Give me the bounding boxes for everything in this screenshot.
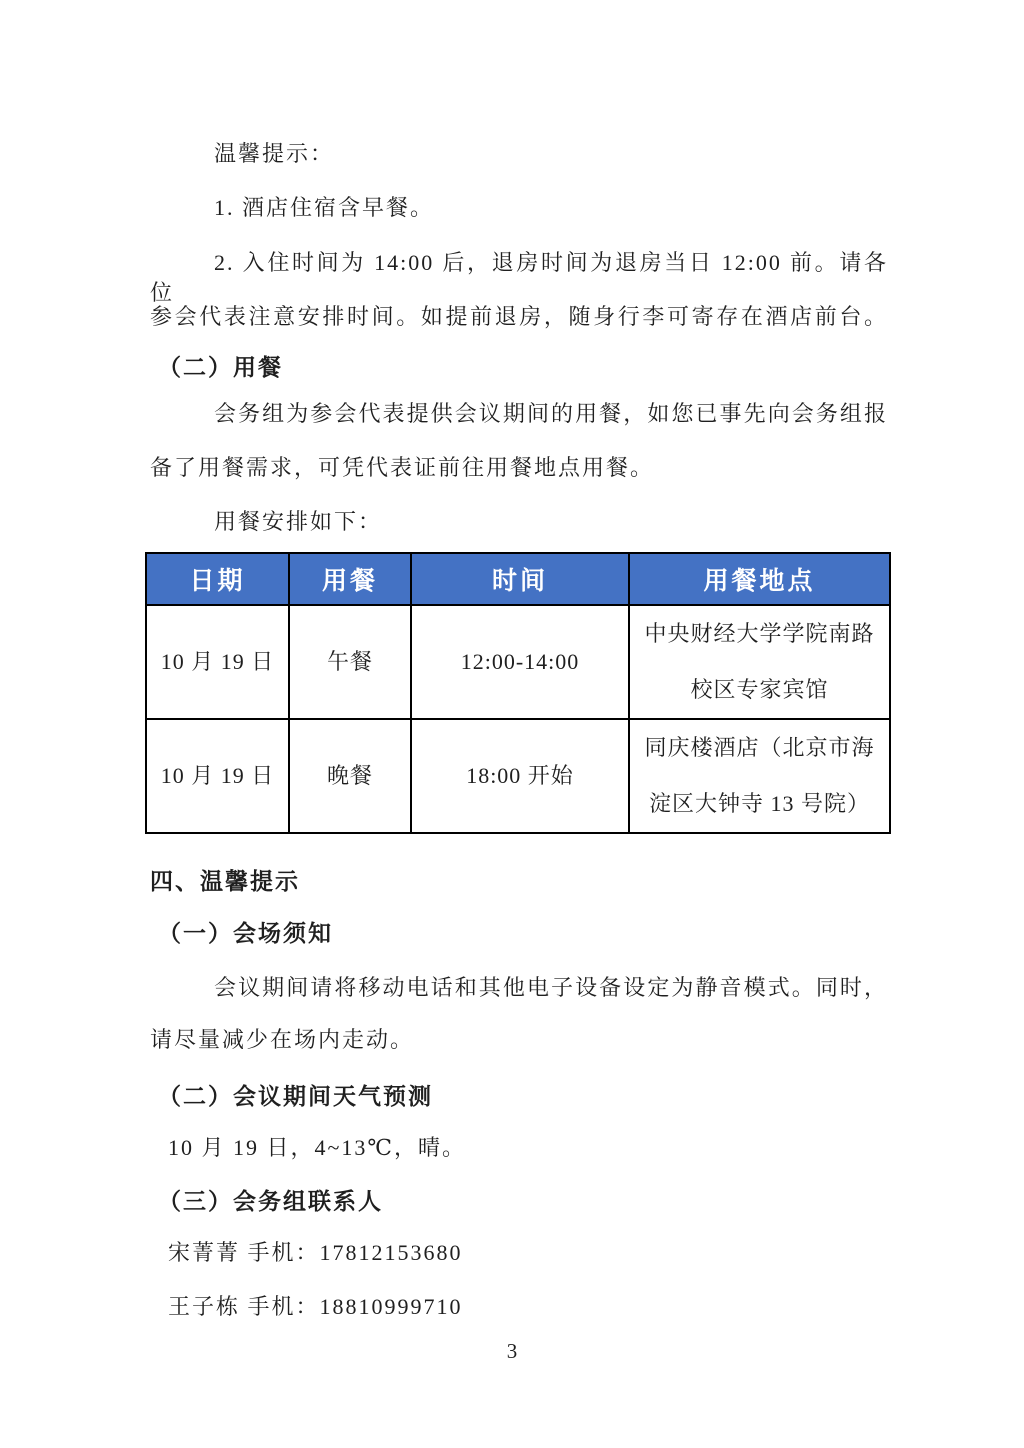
column-header-meal: 用餐	[289, 553, 411, 605]
hotel-tips-title: 温馨提示：	[214, 141, 335, 166]
cell-date: 10 月 19 日	[146, 605, 289, 719]
cell-time: 12:00-14:00	[411, 605, 629, 719]
contact-person-1: 宋菁菁 手机：17812153680	[168, 1240, 463, 1265]
column-header-location: 用餐地点	[629, 553, 890, 605]
column-header-date: 日期	[146, 553, 289, 605]
table-row-lunch	[146, 605, 890, 719]
cell-location: 同庆楼酒店（北京市海淀区大钟寺 13 号院）	[629, 719, 890, 833]
weather-forecast-text: 10 月 19 日，4~13℃，晴。	[168, 1135, 467, 1160]
venue-notes-line-1: 会议期间请将移动电话和其他电子设备设定为静音模式。同时，	[214, 975, 888, 1000]
dining-paragraph-line-1: 会务组为参会代表提供会议期间的用餐，如您已事先向会务组报	[214, 401, 888, 426]
cell-location: 中央财经大学学院南路校区专家宾馆	[629, 605, 890, 719]
dining-table-intro: 用餐安排如下：	[214, 509, 383, 534]
hotel-tip-item-2-line-1: 2. 入住时间为 14:00 后，退房时间为退房当日 12:00 前。请各位	[150, 250, 888, 305]
weather-forecast-heading: （二）会议期间天气预测	[158, 1083, 433, 1109]
cell-date: 10 月 19 日	[146, 719, 289, 833]
table-row-dinner	[146, 719, 890, 833]
page-number: 3	[506, 1339, 518, 1363]
dining-table-header-row	[146, 553, 890, 605]
hotel-tip-item-1: 1. 酒店住宿含早餐。	[214, 195, 435, 220]
contacts-heading: （三）会务组联系人	[158, 1188, 383, 1214]
cell-time: 18:00 开始	[411, 719, 629, 833]
dining-schedule-table	[145, 552, 891, 834]
cell-meal: 晚餐	[289, 719, 411, 833]
contact-person-2: 王子栋 手机：18810999710	[168, 1294, 463, 1319]
hotel-tip-item-2-line-2: 参会代表注意安排时间。如提前退房，随身行李可寄存在酒店前台。	[150, 304, 888, 329]
dining-section-heading: （二）用餐	[158, 354, 283, 380]
venue-notes-heading: （一）会场须知	[158, 920, 333, 946]
dining-paragraph-line-2: 备了用餐需求，可凭代表证前往用餐地点用餐。	[150, 455, 655, 480]
tips-section-heading: 四、温馨提示	[150, 868, 300, 894]
cell-meal: 午餐	[289, 605, 411, 719]
column-header-time: 时间	[411, 553, 629, 605]
venue-notes-line-2: 请尽量减少在场内走动。	[150, 1027, 415, 1052]
